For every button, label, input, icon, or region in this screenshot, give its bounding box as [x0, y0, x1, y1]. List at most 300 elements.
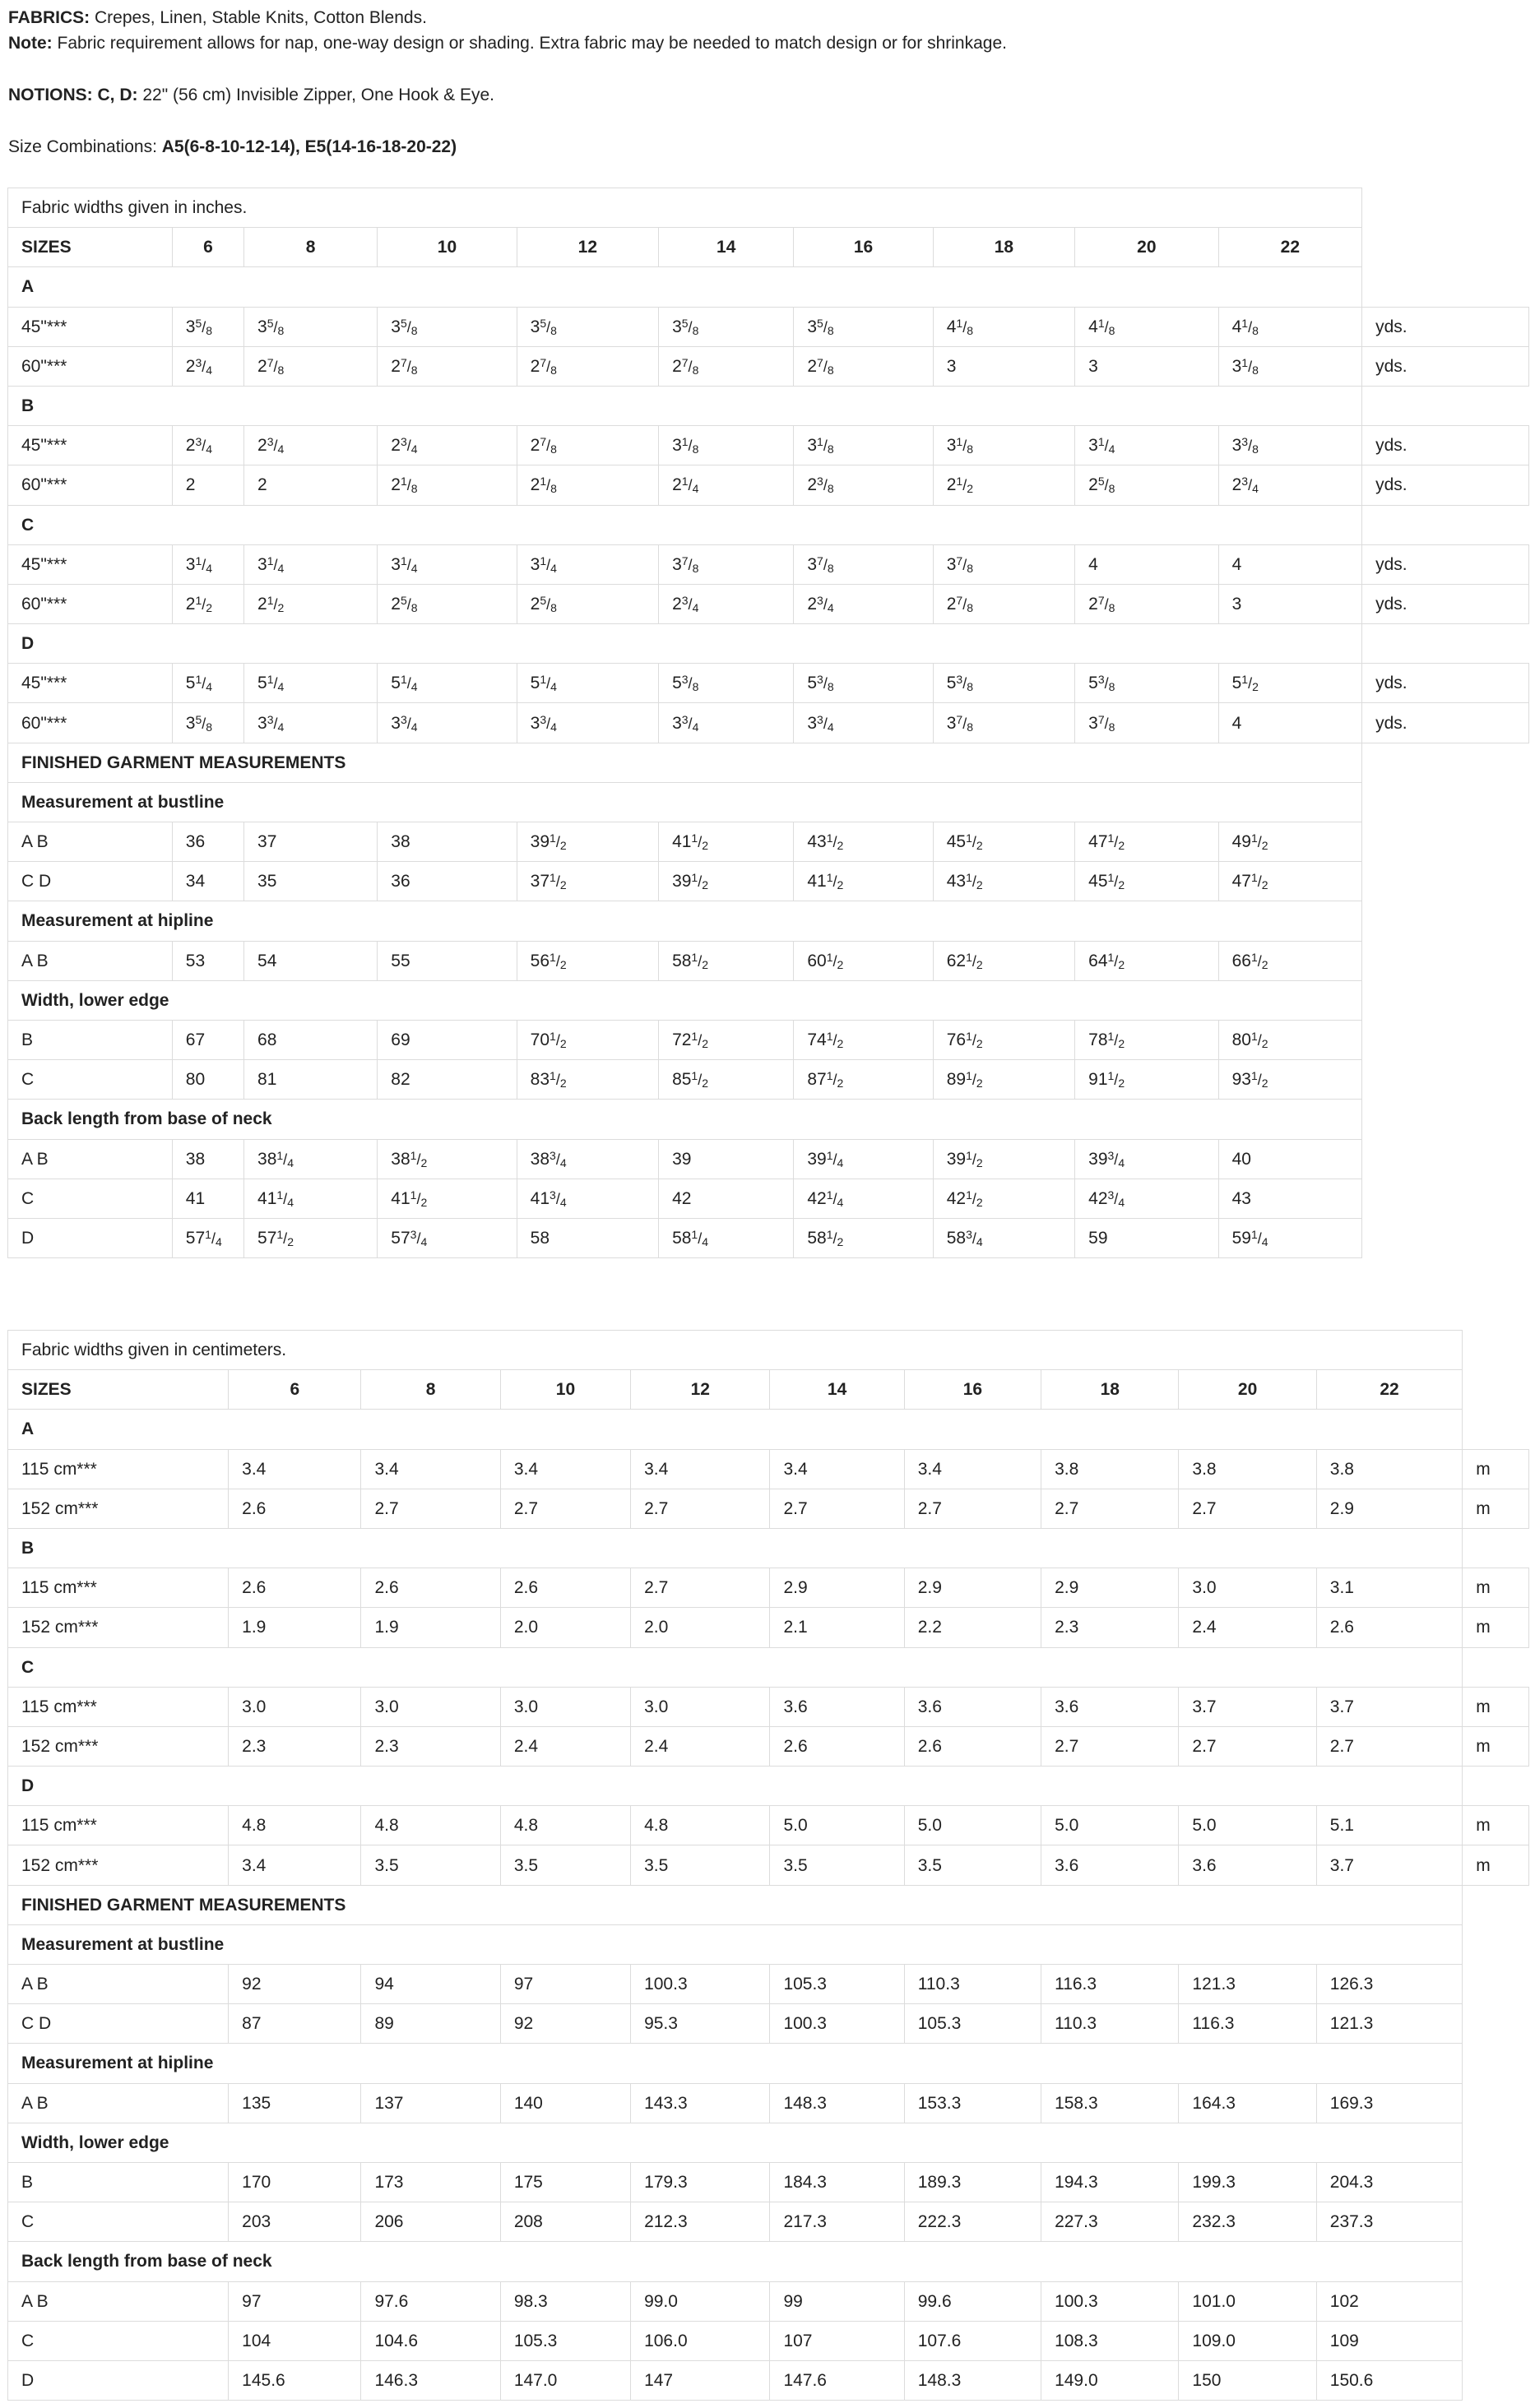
value-cell: 109: [1316, 2321, 1463, 2360]
value-cell: 105.3: [904, 2004, 1041, 2044]
value-cell: $3^5/_8$: [244, 307, 378, 346]
value-cell: 116.3: [1179, 2004, 1316, 2044]
section-label: Back length from base of neck: [8, 2242, 1463, 2281]
unit-cell: [1362, 941, 1529, 980]
size-header-14: 14: [770, 1370, 904, 1410]
table-row: [8, 2321, 1529, 2360]
value-cell: 2.6: [770, 1726, 904, 1766]
intro-block: [8, 5, 1527, 160]
value-cell: 87: [229, 2004, 361, 2044]
unit-cell: [1362, 1179, 1529, 1218]
value-cell: 116.3: [1041, 1965, 1179, 2004]
value-cell: $41^1/_2$: [378, 1179, 517, 1218]
table-caption: Fabric widths given in inches.: [8, 188, 1362, 228]
unit-cell: [1463, 2281, 1529, 2321]
unit-spacer: [1362, 386, 1529, 425]
value-cell: 100.3: [770, 2004, 904, 2044]
value-cell: $2^5/_8$: [378, 584, 517, 623]
row-label: 115 cm***: [8, 1568, 229, 1608]
table-caption-row: [8, 188, 1529, 228]
value-cell: 101.0: [1179, 2281, 1316, 2321]
value-cell: $47^1/_2$: [1075, 822, 1218, 862]
unit-cell: yds.: [1362, 465, 1529, 505]
section-row: [8, 2242, 1529, 2281]
value-cell: $38^1/_2$: [378, 1139, 517, 1179]
value-cell: 189.3: [904, 2162, 1041, 2202]
value-cell: $2^1/_2$: [244, 584, 378, 623]
value-cell: 42: [659, 1179, 794, 1218]
table-row: [8, 426, 1529, 465]
value-cell: 2.9: [770, 1568, 904, 1608]
section-row: [8, 624, 1529, 664]
value-cell: 126.3: [1316, 1965, 1463, 2004]
row-label: C: [8, 1179, 173, 1218]
value-cell: 143.3: [631, 2083, 770, 2123]
value-cell: $2^3/_4$: [172, 346, 243, 386]
value-cell: 147.0: [500, 2360, 630, 2400]
value-cell: $93^1/_2$: [1218, 1060, 1361, 1100]
value-cell: $2^1/_4$: [659, 465, 794, 505]
value-cell: 3.6: [1179, 1845, 1316, 1885]
size-combinations-line: [8, 134, 1527, 160]
value-cell: 97.6: [361, 2281, 500, 2321]
value-cell: $2^3/_4$: [378, 426, 517, 465]
value-cell: 4: [1075, 544, 1218, 584]
value-cell: $57^3/_4$: [378, 1218, 517, 1257]
value-cell: 38: [378, 822, 517, 862]
unit-cell: [1362, 1139, 1529, 1179]
value-cell: $3^1/_4$: [378, 544, 517, 584]
value-cell: 2.7: [770, 1489, 904, 1528]
value-cell: 53: [172, 941, 243, 980]
section-label: FINISHED GARMENT MEASUREMENTS: [8, 1885, 1463, 1924]
value-cell: 107: [770, 2321, 904, 2360]
unit-cell: yds.: [1362, 426, 1529, 465]
value-cell: 3.0: [500, 1687, 630, 1726]
value-cell: $39^1/_4$: [794, 1139, 933, 1179]
unit-spacer: [1463, 1647, 1529, 1687]
section-row: [8, 1885, 1529, 1924]
value-cell: $2^3/_4$: [794, 584, 933, 623]
value-cell: 2.3: [361, 1726, 500, 1766]
value-cell: $2^3/_4$: [659, 584, 794, 623]
note-label: Note:: [8, 34, 53, 53]
value-cell: 36: [378, 862, 517, 901]
table-row: [8, 1726, 1529, 1766]
size-header-12: 12: [517, 228, 658, 267]
value-cell: 3.7: [1316, 1845, 1463, 1885]
section-row: [8, 386, 1529, 425]
value-cell: $76^1/_2$: [933, 1020, 1074, 1059]
value-cell: $39^1/_2$: [933, 1139, 1074, 1179]
value-cell: 109.0: [1179, 2321, 1316, 2360]
value-cell: $3^1/_8$: [794, 426, 933, 465]
value-cell: $57^1/_4$: [172, 1218, 243, 1257]
table-caption-row: [8, 1331, 1529, 1370]
row-label: C: [8, 2321, 229, 2360]
value-cell: 99.6: [904, 2281, 1041, 2321]
value-cell: 2.6: [361, 1568, 500, 1608]
unit-cell: yds.: [1362, 307, 1529, 346]
value-cell: 36: [172, 822, 243, 862]
row-label: 115 cm***: [8, 1687, 229, 1726]
value-cell: $42^3/_4$: [1075, 1179, 1218, 1218]
value-cell: 106.0: [631, 2321, 770, 2360]
value-cell: $5^1/_4$: [244, 664, 378, 703]
unit-cell: [1463, 2202, 1529, 2242]
row-label: 115 cm***: [8, 1449, 229, 1489]
section-label: Back length from base of neck: [8, 1100, 1362, 1139]
value-cell: $41^3/_4$: [517, 1179, 658, 1218]
value-cell: $3^1/_4$: [517, 544, 658, 584]
row-label: A B: [8, 822, 173, 862]
value-cell: 203: [229, 2202, 361, 2242]
value-cell: 173: [361, 2162, 500, 2202]
table-row: [8, 1687, 1529, 1726]
row-label: 45"***: [8, 307, 173, 346]
value-cell: 2.7: [1179, 1489, 1316, 1528]
sizes-label: SIZES: [8, 1370, 229, 1410]
size-header-22: 22: [1316, 1370, 1463, 1410]
value-cell: 58: [517, 1218, 658, 1257]
row-label: 152 cm***: [8, 1489, 229, 1528]
value-cell: 170: [229, 2162, 361, 2202]
value-cell: 3: [933, 346, 1074, 386]
value-cell: 137: [361, 2083, 500, 2123]
value-cell: 1.9: [229, 1608, 361, 1647]
value-cell: 2.7: [361, 1489, 500, 1528]
value-cell: 3: [1075, 346, 1218, 386]
value-cell: $3^7/_8$: [794, 544, 933, 584]
value-cell: $66^1/_2$: [1218, 941, 1361, 980]
table-row: [8, 465, 1529, 505]
value-cell: 69: [378, 1020, 517, 1059]
section-row: [8, 1924, 1529, 1964]
value-cell: $60^1/_2$: [794, 941, 933, 980]
value-cell: $38^3/_4$: [517, 1139, 658, 1179]
unit-cell: [1463, 2162, 1529, 2202]
value-cell: 4.8: [361, 1806, 500, 1845]
fabrics-text: Crepes, Linen, Stable Knits, Cotton Blends.: [95, 8, 427, 27]
unit-spacer: [1362, 743, 1529, 782]
unit-cell: m: [1463, 1489, 1529, 1528]
value-cell: 232.3: [1179, 2202, 1316, 2242]
unit-spacer: [1463, 2242, 1529, 2281]
value-cell: $3^5/_8$: [794, 307, 933, 346]
value-cell: 2.7: [1041, 1726, 1179, 1766]
value-cell: $3^7/_8$: [1075, 703, 1218, 743]
table-row: [8, 1449, 1529, 1489]
value-cell: $5^3/_8$: [1075, 664, 1218, 703]
size-header-18: 18: [1041, 1370, 1179, 1410]
unit-cell: [1362, 1060, 1529, 1100]
value-cell: $2^3/_4$: [244, 426, 378, 465]
unit-cell: [1362, 1020, 1529, 1059]
unit-spacer: [1463, 1331, 1529, 1370]
value-cell: 95.3: [631, 2004, 770, 2044]
fabrics-line: [8, 5, 1527, 30]
value-cell: $2^3/_8$: [794, 465, 933, 505]
value-cell: 150: [1179, 2360, 1316, 2400]
value-cell: 2.7: [631, 1489, 770, 1528]
value-cell: 3.4: [631, 1449, 770, 1489]
value-cell: $2^7/_8$: [378, 346, 517, 386]
table-row: [8, 346, 1529, 386]
unit-cell: [1463, 2360, 1529, 2400]
value-cell: $42^1/_2$: [933, 1179, 1074, 1218]
value-cell: 3.5: [500, 1845, 630, 1885]
value-cell: $83^1/_2$: [517, 1060, 658, 1100]
value-cell: 68: [244, 1020, 378, 1059]
value-cell: $45^1/_2$: [933, 822, 1074, 862]
unit-cell: [1463, 2083, 1529, 2123]
table-row: [8, 307, 1529, 346]
value-cell: 227.3: [1041, 2202, 1179, 2242]
value-cell: 43: [1218, 1179, 1361, 1218]
value-cell: 100.3: [1041, 2281, 1179, 2321]
value-cell: 164.3: [1179, 2083, 1316, 2123]
value-cell: 105.3: [770, 1965, 904, 2004]
value-cell: 147.6: [770, 2360, 904, 2400]
table-row: [8, 1965, 1529, 2004]
value-cell: 2.6: [229, 1568, 361, 1608]
value-cell: $3^5/_8$: [172, 307, 243, 346]
value-cell: $2^5/_8$: [517, 584, 658, 623]
value-cell: $41^1/_2$: [659, 822, 794, 862]
section-label: B: [8, 1528, 1463, 1568]
value-cell: 121.3: [1179, 1965, 1316, 2004]
value-cell: 34: [172, 862, 243, 901]
value-cell: $58^1/_4$: [659, 1218, 794, 1257]
value-cell: $2^7/_8$: [659, 346, 794, 386]
section-label: Measurement at hipline: [8, 901, 1362, 941]
value-cell: $43^1/_2$: [794, 822, 933, 862]
value-cell: 2.2: [904, 1608, 1041, 1647]
value-cell: $5^1/_4$: [172, 664, 243, 703]
value-cell: 153.3: [904, 2083, 1041, 2123]
notions-text: 22" (56 cm) Invisible Zipper, One Hook & Eye.: [142, 86, 494, 104]
value-cell: $58^3/_4$: [933, 1218, 1074, 1257]
value-cell: 5.0: [1179, 1806, 1316, 1845]
section-row: [8, 782, 1529, 822]
value-cell: $78^1/_2$: [1075, 1020, 1218, 1059]
value-cell: $37^1/_2$: [517, 862, 658, 901]
value-cell: 2.7: [1316, 1726, 1463, 1766]
table-row: [8, 1179, 1529, 1218]
section-row: [8, 267, 1529, 307]
size-header-8: 8: [244, 228, 378, 267]
value-cell: $5^3/_8$: [794, 664, 933, 703]
table-row: [8, 703, 1529, 743]
value-cell: 2.9: [1041, 1568, 1179, 1608]
sizes-header-row: [8, 228, 1529, 267]
value-cell: 2.7: [1179, 1726, 1316, 1766]
value-cell: 3.8: [1316, 1449, 1463, 1489]
value-cell: 97: [229, 2281, 361, 2321]
value-cell: 2.0: [500, 1608, 630, 1647]
value-cell: 208: [500, 2202, 630, 2242]
unit-spacer: [1362, 505, 1529, 544]
value-cell: 3.0: [631, 1687, 770, 1726]
value-cell: $72^1/_2$: [659, 1020, 794, 1059]
value-cell: 184.3: [770, 2162, 904, 2202]
value-cell: 199.3: [1179, 2162, 1316, 2202]
value-cell: $3^1/_4$: [1075, 426, 1218, 465]
value-cell: 3.6: [770, 1687, 904, 1726]
unit-spacer: [1463, 2044, 1529, 2083]
section-label: Width, lower edge: [8, 2123, 1463, 2162]
value-cell: 3: [1218, 584, 1361, 623]
value-cell: 121.3: [1316, 2004, 1463, 2044]
value-cell: $89^1/_2$: [933, 1060, 1074, 1100]
value-cell: 3.4: [500, 1449, 630, 1489]
table-row: [8, 862, 1529, 901]
size-header-6: 6: [229, 1370, 361, 1410]
value-cell: $3^1/_8$: [659, 426, 794, 465]
size-header-16: 16: [794, 228, 933, 267]
value-cell: 3.6: [1041, 1845, 1179, 1885]
value-cell: $4^1/_8$: [933, 307, 1074, 346]
value-cell: $2^3/_4$: [172, 426, 243, 465]
unit-cell: yds.: [1362, 664, 1529, 703]
value-cell: 2: [244, 465, 378, 505]
note-text: Fabric requirement allows for nap, one-way design or shading. Extra fabric may be needed to match design or for shrinkage.: [57, 34, 1007, 53]
value-cell: 4.8: [500, 1806, 630, 1845]
table-caption: Fabric widths given in centimeters.: [8, 1331, 1463, 1370]
value-cell: 2.7: [1041, 1489, 1179, 1528]
section-label: C: [8, 1647, 1463, 1687]
value-cell: $42^1/_4$: [794, 1179, 933, 1218]
table-row: [8, 941, 1529, 980]
value-cell: 194.3: [1041, 2162, 1179, 2202]
value-cell: $3^7/_8$: [933, 703, 1074, 743]
unit-cell: [1463, 2321, 1529, 2360]
row-label: 152 cm***: [8, 1608, 229, 1647]
row-label: A B: [8, 2281, 229, 2321]
row-label: 45"***: [8, 664, 173, 703]
value-cell: 3.4: [229, 1845, 361, 1885]
value-cell: $4^1/_8$: [1075, 307, 1218, 346]
value-cell: 147: [631, 2360, 770, 2400]
value-cell: $3^3/_4$: [659, 703, 794, 743]
unit-spacer: [1362, 624, 1529, 664]
value-cell: 35: [244, 862, 378, 901]
row-label: 60"***: [8, 703, 173, 743]
row-label: D: [8, 1218, 173, 1257]
value-cell: 41: [172, 1179, 243, 1218]
unit-spacer: [1362, 901, 1529, 941]
value-cell: $5^1/_4$: [517, 664, 658, 703]
value-cell: 3.5: [904, 1845, 1041, 1885]
section-label: A: [8, 267, 1362, 307]
section-row: [8, 1647, 1529, 1687]
value-cell: 175: [500, 2162, 630, 2202]
value-cell: 3.5: [631, 1845, 770, 1885]
table-row: [8, 2202, 1529, 2242]
value-cell: $3^1/_4$: [172, 544, 243, 584]
value-cell: $57^1/_2$: [244, 1218, 378, 1257]
value-cell: 99.0: [631, 2281, 770, 2321]
row-label: B: [8, 2162, 229, 2202]
note-line: [8, 30, 1527, 56]
section-row: [8, 1767, 1529, 1806]
unit-spacer: [1463, 1410, 1529, 1449]
table-row: [8, 1845, 1529, 1885]
value-cell: $3^1/_8$: [933, 426, 1074, 465]
sizes-header-row: [8, 1370, 1529, 1410]
row-label: B: [8, 1020, 173, 1059]
value-cell: $3^5/_8$: [517, 307, 658, 346]
row-label: C: [8, 2202, 229, 2242]
value-cell: 2.7: [500, 1489, 630, 1528]
value-cell: 2.6: [1316, 1608, 1463, 1647]
value-cell: $3^3/_4$: [378, 703, 517, 743]
value-cell: $2^7/_8$: [517, 426, 658, 465]
table-row: [8, 544, 1529, 584]
unit-cell: m: [1463, 1568, 1529, 1608]
section-label: Measurement at hipline: [8, 2044, 1463, 2083]
section-label: B: [8, 386, 1362, 425]
value-cell: 4: [1218, 703, 1361, 743]
value-cell: $2^5/_8$: [1075, 465, 1218, 505]
value-cell: $87^1/_2$: [794, 1060, 933, 1100]
value-cell: 105.3: [500, 2321, 630, 2360]
value-cell: 2.9: [1316, 1489, 1463, 1528]
size-header-22: 22: [1218, 228, 1361, 267]
value-cell: $4^1/_8$: [1218, 307, 1361, 346]
section-row: [8, 2044, 1529, 2083]
value-cell: 3.0: [229, 1687, 361, 1726]
unit-cell: yds.: [1362, 346, 1529, 386]
value-cell: 148.3: [904, 2360, 1041, 2400]
value-cell: 2.7: [904, 1489, 1041, 1528]
unit-cell: m: [1463, 1845, 1529, 1885]
value-cell: 82: [378, 1060, 517, 1100]
value-cell: $58^1/_2$: [794, 1218, 933, 1257]
value-cell: $2^1/_2$: [933, 465, 1074, 505]
unit-spacer: [1362, 1100, 1529, 1139]
table-row: [8, 2004, 1529, 2044]
value-cell: 140: [500, 2083, 630, 2123]
value-cell: 92: [229, 1965, 361, 2004]
value-cell: $2^7/_8$: [517, 346, 658, 386]
unit-spacer: [1362, 980, 1529, 1020]
row-label: A B: [8, 941, 173, 980]
yardage-table-centimeters: [7, 1330, 1529, 2401]
value-cell: $3^7/_8$: [933, 544, 1074, 584]
value-cell: $39^1/_2$: [659, 862, 794, 901]
value-cell: 222.3: [904, 2202, 1041, 2242]
value-cell: 3.4: [229, 1449, 361, 1489]
value-cell: $39^3/_4$: [1075, 1139, 1218, 1179]
section-row: [8, 901, 1529, 941]
value-cell: 2.3: [229, 1726, 361, 1766]
unit-cell: [1362, 822, 1529, 862]
value-cell: $80^1/_2$: [1218, 1020, 1361, 1059]
value-cell: 4.8: [631, 1806, 770, 1845]
value-cell: 100.3: [631, 1965, 770, 2004]
unit-spacer: [1362, 228, 1529, 267]
table-row: [8, 1139, 1529, 1179]
value-cell: $5^1/_2$: [1218, 664, 1361, 703]
row-label: A B: [8, 1965, 229, 2004]
value-cell: $2^7/_8$: [933, 584, 1074, 623]
size-header-18: 18: [933, 228, 1074, 267]
unit-spacer: [1463, 1528, 1529, 1568]
value-cell: $74^1/_2$: [794, 1020, 933, 1059]
unit-spacer: [1463, 1370, 1529, 1410]
unit-spacer: [1463, 1885, 1529, 1924]
